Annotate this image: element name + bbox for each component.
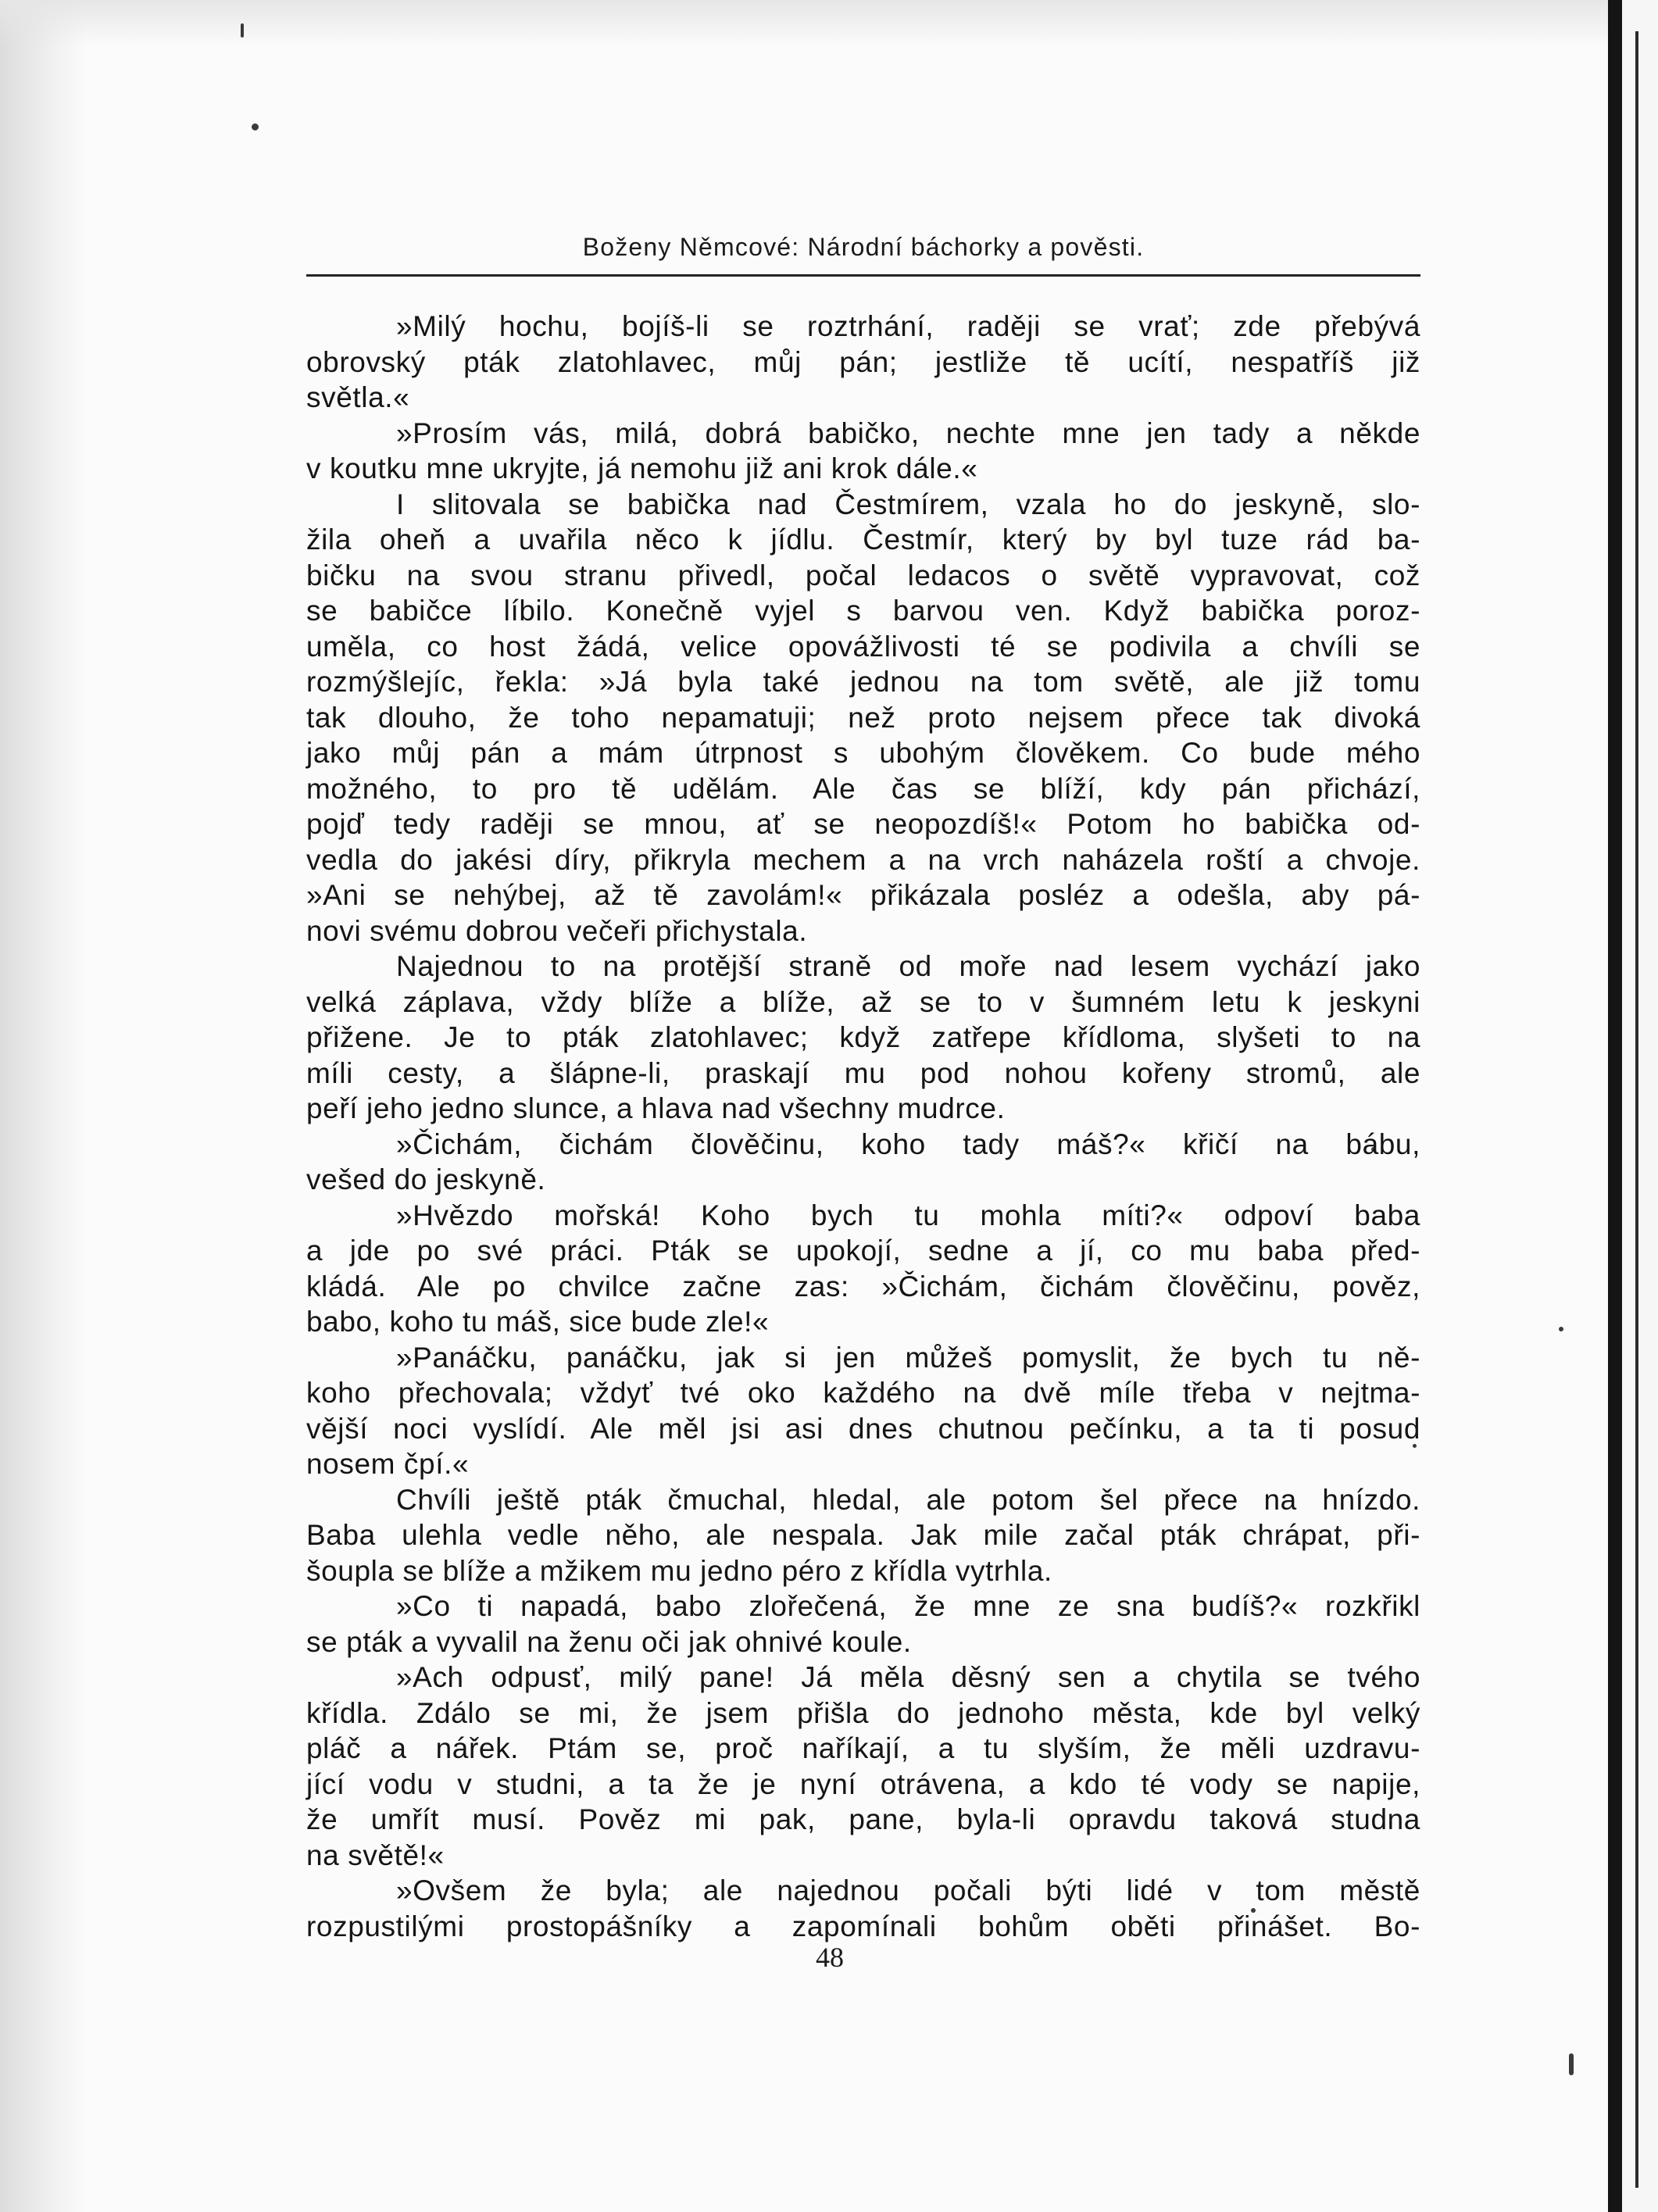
text-line: vější noci vyslídí. Ale měl jsi asi dnes chutnou pečínku, a ta ti posud [306, 1412, 1420, 1445]
paragraph [306, 1127, 1420, 1198]
text-line: rozmýšlejíc, řekla: »Já byla také jednou na tom světě, ale již tomu [306, 666, 1420, 698]
text-line: možného, to pro tě udělám. Ale čas se blíží, kdy pán přichází, [306, 772, 1420, 805]
text-line: jící vodu v studni, a ta že je nyní otrávena, a kdo té vody se napije, [306, 1767, 1420, 1800]
text-line: obrovský pták zlatohlavec, můj pán; jestliže tě ucítí, nespatříš již [306, 345, 1420, 378]
text-line: šoupla se blíže a mžikem mu jedno péro z křídla vytrhla. [306, 1554, 1052, 1587]
text-line: »Čichám, čichám člověčinu, koho tady máš?« křičí na bábu, [396, 1127, 1420, 1160]
text-line: koho přechovala; vždyť tvé oko každého na dvě míle třeba v nejtma- [306, 1377, 1420, 1409]
scan-speck [241, 23, 244, 38]
text-line: »Ani se nehýbej, až tě zavolám!« přikázala posléz a odešla, aby pá- [306, 879, 1420, 911]
text-line: »Prosím vás, milá, dobrá babičko, nechte mne jen tady a někde [396, 416, 1420, 449]
paragraph [306, 1873, 1420, 1944]
text-line: »Ovšem že byla; ale najednou počali býti lidé v tom městě [396, 1874, 1420, 1906]
header-rule [306, 274, 1420, 277]
paragraph [306, 1198, 1420, 1340]
text-line: novi svému dobrou večeři přichystala. [306, 914, 808, 947]
text-line: světla.« [306, 381, 410, 413]
text-line: I slitovala se babička nad Čestmírem, vzala ho do jeskyně, slo- [396, 488, 1420, 520]
text-line: vedla do jakési díry, přikryla mechem a na vrch naházela roští a chvoje. [306, 843, 1420, 876]
text-line: že umřít musí. Pověz mi pak, pane, byla-li opravdu taková studna [306, 1803, 1420, 1835]
text-line: Najednou to na protější straně od moře nad lesem vychází jako [396, 950, 1420, 982]
paragraph [306, 309, 1420, 416]
binding-strip [1622, 0, 1658, 2212]
page-number: 48 [816, 1942, 844, 1973]
paragraph [306, 487, 1420, 949]
body-text [306, 309, 1420, 1944]
text-line: »Panáčku, panáčku, jak si jen můžeš pomyslit, že bych tu ně- [396, 1341, 1420, 1374]
text-line: Baba ulehla vedle něho, ale nespala. Jak mile začal pták chrápat, při- [306, 1519, 1420, 1551]
paragraph [306, 949, 1420, 1127]
text-line: pojď tedy raději se mnou, ať se neopozdíš!« Potom ho babička od- [306, 808, 1420, 840]
binding-line [1635, 31, 1638, 2188]
scan-speck [252, 123, 259, 130]
text-line: jako můj pán a mám útrpnost s ubohým člověkem. Co bude mého [306, 737, 1420, 769]
text-line: a jde po své práci. Pták se upokojí, sedne a jí, co mu baba před- [306, 1235, 1420, 1267]
text-line: »Co ti napadá, babo zlořečená, že mne ze sna budíš?« rozkřikl [396, 1590, 1420, 1622]
text-line: křídla. Zdálo se mi, že jsem přišla do jednoho města, kde byl velký [306, 1696, 1420, 1729]
text-line: v koutku mne ukryjte, já nemohu již ani krok dále.« [306, 452, 978, 484]
text-line: přižene. Je to pták zlatohlavec; když zatřepe křídloma, slyšeti to na [306, 1021, 1420, 1053]
text-line: peří jeho jedno slunce, a hlava nad všechny mudrce. [306, 1092, 1006, 1124]
text-line: tak dlouho, že toho nepamatuji; než proto nejsem přece tak divoká [306, 701, 1420, 734]
scan-speck [1569, 2053, 1574, 2075]
running-head: Boženy Němcové: Národní báchorky a pověsti. [582, 233, 1145, 261]
paragraph [306, 1660, 1420, 1873]
text-line: rozpustilými prostopášníky a zapomínali bohům oběti přinášet. Bo- [306, 1910, 1420, 1942]
text-line: uměla, co host žádá, velice opovážlivosti té se podivila a chvíli se [306, 630, 1420, 663]
text-line: vešed do jeskyně. [306, 1163, 546, 1195]
scan-shadow-left [0, 0, 86, 2212]
paragraph [306, 1588, 1420, 1660]
text-line: babo, koho tu máš, sice bude zle!« [306, 1306, 770, 1338]
text-line: míli cesty, a šlápne-li, praskají mu pod nohou kořeny stromů, ale [306, 1056, 1420, 1089]
text-line: se babičce líbilo. Konečně vyjel s barvou ven. Když babička poroz- [306, 595, 1420, 627]
paragraph [306, 1482, 1420, 1589]
text-line: nosem čpí.« [306, 1448, 470, 1480]
text-line: »Hvězdo mořská! Koho bych tu mohla míti?« odpoví baba [396, 1199, 1420, 1231]
binding-edge [1608, 0, 1622, 2212]
text-line: pláč a nářek. Ptám se, proč naříkají, a tu slyším, že měli uzdravu- [306, 1732, 1420, 1764]
paragraph [306, 416, 1420, 487]
text-line: kládá. Ale po chvilce začne zas: »Čichám, čichám člověčinu, pověz, [306, 1270, 1420, 1303]
text-line: na světě!« [306, 1839, 445, 1871]
text-line: Chvíli ještě pták čmuchal, hledal, ale potom šel přece na hnízdo. [396, 1483, 1420, 1516]
text-line: se pták a vyvalil na ženu oči jak ohnivé koule. [306, 1625, 912, 1658]
text-line: bičku na svou stranu přivedl, počal ledacos o světě vypravovat, což [306, 559, 1420, 591]
scan-speck [1559, 1327, 1563, 1331]
text-line: »Milý hochu, bojíš-li se roztrhání, raději se vrať; zde přebývá [396, 310, 1420, 342]
text-line: žila oheň a uvařila něco k jídlu. Čestmír, který by byl tuze rád ba- [306, 524, 1420, 556]
paragraph [306, 1340, 1420, 1482]
text-line: »Ach odpusť, milý pane! Já měla děsný sen a chytila se tvého [396, 1661, 1420, 1693]
text-line: velká záplava, vždy blíže a blíže, až se to v šumném letu k jeskyni [306, 985, 1420, 1018]
